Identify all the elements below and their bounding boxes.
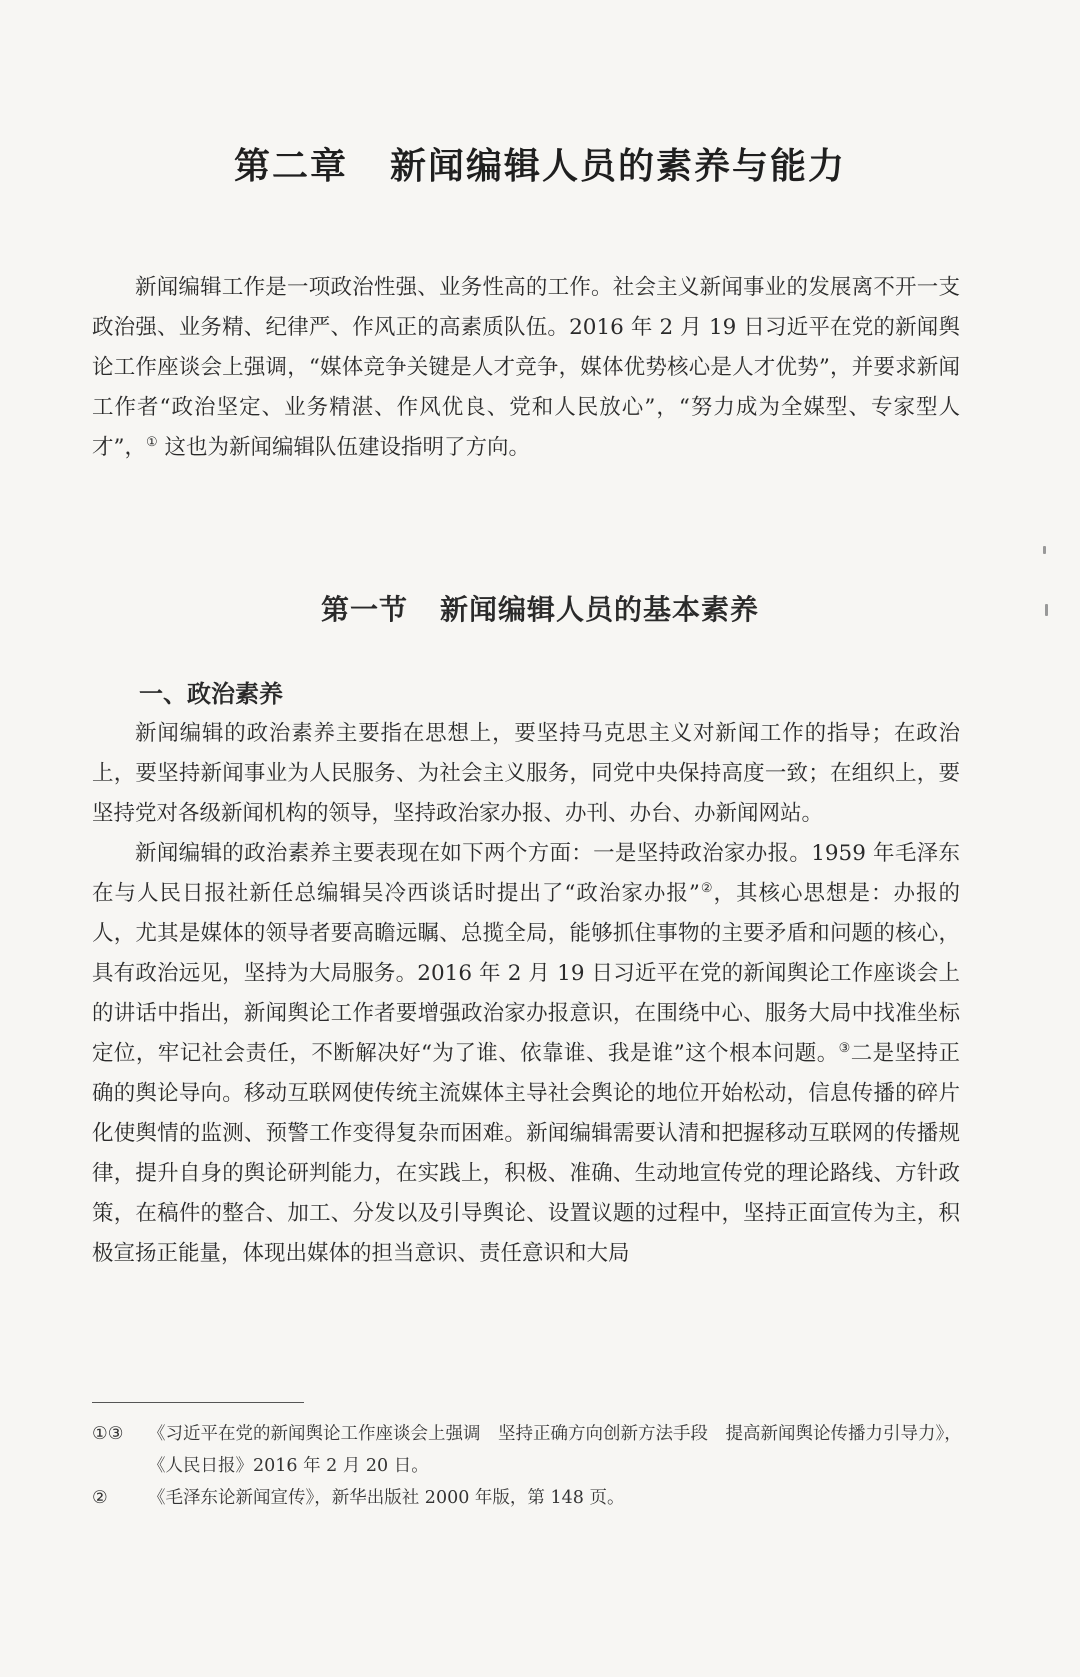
section-title (0, 588, 1080, 628)
footnote-ref-3: ③ (838, 1040, 851, 1056)
footnote-ref-2: ② (699, 880, 714, 896)
footnote-text: 《习近平在党的新闻舆论工作座谈会上强调 坚持正确方向创新方法手段 提高新闻舆论传播力引导力》，《人民日报》2016 年 2 月 20 日。 (148, 1424, 962, 1476)
chapter-title (0, 138, 1080, 189)
footnote-ref-1: ① (146, 434, 158, 450)
scan-speck (1045, 604, 1048, 616)
footnote-mark: ①③ (92, 1424, 124, 1444)
section-number: 第一节 (320, 593, 408, 626)
intro-section (92, 268, 960, 468)
intro-paragraph: 新闻编辑工作是一项政治性强、业务性高的工作。社会主义新闻事业的发展离不开一支政治强、业务精、纪律严、作风正的高素质队伍。2016 年 2 月 19 日习近平在党的新闻舆论工作座谈会上强调，“媒体竞争关键是人才竞争，媒体优势核心是人才优势”，并要求新闻工作者“政治坚定、业务精湛、作风优良、党和人民放心”，“努力成为全媒型、专家型人才”，① 这也为新闻编辑队伍建设指明了方向。 (92, 275, 960, 460)
scan-speck (1043, 546, 1046, 554)
footnotes (92, 1418, 962, 1514)
footnote-text: 《毛泽东论新闻宣传》，新华出版社 2000 年版，第 148 页。 (148, 1488, 625, 1508)
footnote-mark: ② (92, 1488, 108, 1508)
main-text (92, 714, 960, 1274)
footnote-item (92, 1482, 962, 1514)
paragraph-1: 新闻编辑的政治素养主要指在思想上，要坚持马克思主义对新闻工作的指导；在政治上，要坚持新闻事业为人民服务、为社会主义服务，同党中央保持高度一致；在组织上，要坚持党对各级新闻机构的领导，坚持政治家办报、办刊、办台、办新闻网站。 (92, 721, 960, 826)
paragraph-2: 新闻编辑的政治素养主要表现在如下两个方面：一是坚持政治家办报。1959 年毛泽东在与人民日报社新任总编辑吴冷西谈话时提出了“政治家办报”②，其核心思想是：办报的人，尤其是媒体的领导者要高瞻远瞩、总揽全局，能够抓住事物的主要矛盾和问题的核心，具有政治远见，坚持为大局服务。2016 年 2 月 19 日习近平在党的新闻舆论工作座谈会上的讲话中指出，新闻舆论工作者要增强政治家办报意识，在围绕中心、服务大局中找准坐标定位，牢记社会责任，不断解决好“为了谁、依靠谁、我是谁”这个根本问题。③二是坚持正确的舆论导向。移动互联网使传统主流媒体主导社会舆论的地位开始松动，信息传播的碎片化使舆情的监测、预警工作变得复杂而困难。新闻编辑需要认清和把握移动互联网的传播规律，提升自身的舆论研判能力，在实践上，积极、准确、生动地宣传党的理论路线、方针政策，在稿件的整合、加工、分发以及引导舆论、设置议题的过程中，坚持正面宣传为主，积极宣扬正能量，体现出媒体的担当意识、责任意识和大局 (92, 841, 960, 1266)
subsection-title: 一、政治素养 (139, 680, 283, 708)
chapter-number: 第二章 (233, 146, 348, 187)
section-name: 新闻编辑人员的基本素养 (440, 593, 760, 626)
chapter-name: 新闻编辑人员的素养与能力 (390, 146, 847, 187)
footnote-item (92, 1418, 962, 1482)
footnote-divider (92, 1402, 304, 1403)
